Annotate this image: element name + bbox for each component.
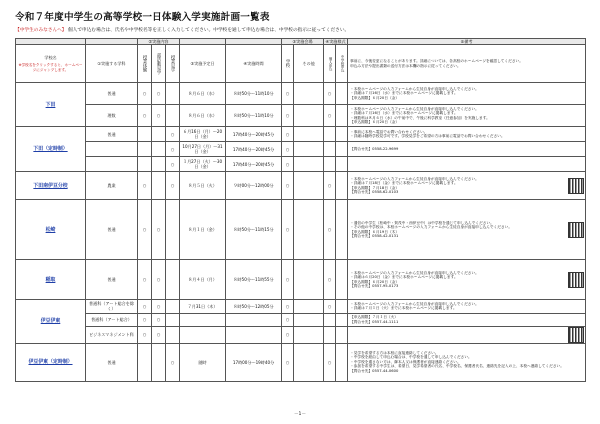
style-cell: ○ <box>324 200 336 260</box>
trial-cell: ○ <box>138 326 152 343</box>
style-cell <box>324 142 336 157</box>
trial-cell <box>138 343 152 381</box>
table-row <box>16 300 586 313</box>
remarks-text: 【申込期限】７月１日（火） 【問合せ先】0557-44-1111 <box>350 315 399 324</box>
sight-header: 授業見学 <box>170 55 176 73</box>
date-cell: ７月31日（木） <box>180 300 226 313</box>
remarks-cell <box>348 83 586 105</box>
club-header: 部活動見学 <box>156 52 161 75</box>
remarks-cell <box>348 142 586 157</box>
time-cell: ８時50分～11時55分 <box>226 260 282 300</box>
remarks-text: ・事前に本校へ電話でお問い合わせください。 ・詳細は随時学校見学可です。学校見学をご希望の方は事前に電話でお問い合わせください。 <box>350 129 505 139</box>
remarks-cell <box>348 300 586 313</box>
sight-cell <box>166 260 180 300</box>
remarks-text: ・見学を希望する方は本校に直接連絡してください。 ・中学校を経由して申込む場合は、中学校を通して申し込んでください。 ・中学校を通さない方は、御本人又は保護者が直接連絡ください。 ・参加を希望する中学生は、希望日、見学希望者の氏名、中学校名、保護者氏名、連絡先を記入の上、本校へ連絡してください。 【問合せ先】0557-44-0600 <box>350 350 564 373</box>
trial-cell: ○ <box>138 200 152 260</box>
other-cell <box>294 200 324 260</box>
school-link[interactable]: 下田南伊豆分校 <box>16 172 86 200</box>
dept-cell <box>86 142 138 157</box>
school-link[interactable]: 松崎 <box>16 200 86 260</box>
date-cell: ８月１日（金） <box>180 200 226 260</box>
club-cell: ○ <box>152 300 166 313</box>
style2-cell <box>336 172 348 200</box>
style2-cell <box>336 260 348 300</box>
time-cell <box>226 326 282 343</box>
trial-cell: ○ <box>138 300 152 313</box>
school-header-hint: ※学校名をクリックすると、ホームページにジャンプします。 <box>18 63 83 72</box>
style2-cell <box>336 83 348 105</box>
style-cell: ○ <box>324 343 336 381</box>
club-cell <box>152 343 166 381</box>
style-header: 個人申込 <box>328 56 333 71</box>
style2-cell <box>336 200 348 260</box>
other-cell <box>294 157 324 172</box>
time-cell: ８時50分～11時10分 <box>226 105 282 127</box>
style2-cell <box>336 157 348 172</box>
trial-cell <box>138 142 152 157</box>
other-cell <box>294 326 324 343</box>
notice-audience: 【中学生のみなさんへ】 <box>15 28 67 33</box>
time-cell <box>226 313 282 326</box>
club-cell: ○ <box>152 83 166 105</box>
hall-cell: ○ <box>282 313 294 326</box>
sight-cell <box>166 300 180 313</box>
hall-cell: ○ <box>282 343 294 381</box>
date-cell: ６月16日（月）～20日（金） <box>180 127 226 142</box>
table-row <box>16 157 586 172</box>
table-row <box>16 313 586 326</box>
style2-cell <box>336 313 348 326</box>
hall-header: 学校 <box>285 59 291 68</box>
trial-cell <box>138 127 152 142</box>
sight-cell <box>166 105 180 127</box>
remarks-header: 事前に、今後変更になることがあります。詳細については、各高校のホームページを確認してください。 申込み方法や提出書類の送付方法は本欄の指示に従ってください。 <box>348 45 586 83</box>
table-row <box>16 200 586 260</box>
school-link[interactable]: 稲取 <box>16 260 86 300</box>
hall-cell: ○ <box>282 105 294 127</box>
table-row <box>16 343 586 381</box>
style-cell <box>324 157 336 172</box>
trial-cell: ○ <box>138 260 152 300</box>
other-cell <box>294 105 324 127</box>
style-cell: ○ <box>324 300 336 313</box>
school-header <box>16 45 86 83</box>
hall-cell: ○ <box>282 200 294 260</box>
club-cell <box>152 127 166 142</box>
remarks-cell <box>348 326 586 343</box>
dept-cell <box>86 157 138 172</box>
sight-cell <box>166 200 180 260</box>
hall-cell: ○ <box>282 157 294 172</box>
remarks-text: ・本校ホームページの入力フォームから生徒自身が直接申し込んでください。 ・詳細は６月20日（金）までに本校ホームページに掲載します。 【申込期限】６月20日（金） 【問合せ先】0557-95-0173 <box>350 270 479 289</box>
remarks-cell <box>348 172 586 200</box>
dept-cell: 普通 <box>86 343 138 381</box>
trial-header: 授業体験 <box>142 55 147 73</box>
school-link[interactable]: 伊豆伊東 <box>16 300 86 343</box>
time-cell: ８時50分～11時15分 <box>226 200 282 260</box>
style-cell: ○ <box>324 260 336 300</box>
remarks-cell <box>348 313 586 326</box>
sight-cell: ○ <box>166 127 180 142</box>
school-link[interactable]: 下田（定時制） <box>16 127 86 172</box>
style-cell: ○ <box>324 83 336 105</box>
date-header: ③実施予定日 <box>180 45 226 83</box>
date-cell <box>180 313 226 326</box>
style-cell <box>324 127 336 142</box>
trial-cell: ○ <box>138 172 152 200</box>
style-cell: ○ <box>324 172 336 200</box>
remarks-cell <box>348 157 586 172</box>
remarks-cell <box>348 105 586 127</box>
remarks-cell <box>348 343 586 381</box>
dept-cell: 普通科（アート総合を除く） <box>86 300 138 313</box>
dept-cell: 普通 <box>86 83 138 105</box>
style2-cell <box>336 326 348 343</box>
school-link[interactable]: 下田 <box>16 83 86 127</box>
time-cell: 17時40分～20時45分 <box>226 142 282 157</box>
band-remarks: ⑤備考 <box>348 39 586 45</box>
style2-cell <box>336 300 348 313</box>
qr-code-icon[interactable] <box>569 328 583 342</box>
time-cell: ８時50分～11時10分 <box>226 83 282 105</box>
qr-code-icon[interactable] <box>569 179 583 193</box>
header-row <box>16 45 586 83</box>
sight-cell <box>166 326 180 343</box>
other-cell <box>294 142 324 157</box>
school-link[interactable]: 伊豆伊東（定時制） <box>16 343 86 381</box>
time-cell: ９時00分～12時00分 <box>226 172 282 200</box>
hall-cell: ○ <box>282 83 294 105</box>
date-cell: ８月６日（水） <box>180 105 226 127</box>
band-style: ④実施様式 <box>325 39 346 44</box>
dept-cell: ビジネスマネジメント科 <box>86 326 138 343</box>
hall-cell: ○ <box>282 142 294 157</box>
table-row <box>16 172 586 200</box>
qr-code-icon[interactable] <box>569 223 583 237</box>
sight-cell: ○ <box>166 343 180 381</box>
table-row <box>16 105 586 127</box>
remarks-text: ・本校ホームページの入力フォームから生徒自身が直接申し込んでください。 ・詳細は７月16日（水）までに本校ホームページに掲載します。 ・理数科は８月６日（水）の午前中で、午後に科学教室（任意参加）を実施します。 【申込期限】６月20日（金） <box>350 106 490 125</box>
date-cell: １月27日（火）～30日（金） <box>180 157 226 172</box>
trial-cell <box>138 157 152 172</box>
table-row <box>16 142 586 157</box>
other-cell <box>294 172 324 200</box>
other-header: その他 <box>294 45 324 83</box>
page-title: 令和７年度中学生の高等学校一日体験入学実施計画一覧表 <box>15 12 270 23</box>
time-cell: 17時00分～19時40分 <box>226 343 282 381</box>
table-row <box>16 127 586 142</box>
remarks-cell <box>348 200 586 260</box>
hall-cell: ○ <box>282 300 294 313</box>
dept-header: ①実施する学科 <box>86 45 138 83</box>
remarks-cell <box>348 260 586 300</box>
date-cell: ８月６日（水） <box>180 83 226 105</box>
date-cell: 随時 <box>180 343 226 381</box>
style2-cell <box>336 127 348 142</box>
sight-cell <box>166 83 180 105</box>
band-venue: ③実施会場 <box>282 39 324 45</box>
remarks-text: 【問合せ先】0558-22-9699 <box>350 146 399 151</box>
hall-cell: ○ <box>282 172 294 200</box>
remarks-text: ・本校ホームページの入力フォームから生徒自身が直接申し込んでください。 ・詳細は７月１日（火）までに本校ホームページに掲載します。 <box>350 301 479 311</box>
dept-cell: 普通 <box>86 200 138 260</box>
band-content: ②実施内容 <box>138 39 180 45</box>
other-cell <box>294 300 324 313</box>
sight-cell <box>166 313 180 326</box>
style2-cell <box>336 105 348 127</box>
club-cell: ○ <box>152 105 166 127</box>
other-cell <box>294 83 324 105</box>
table-row <box>16 260 586 300</box>
sight-cell: ○ <box>166 157 180 172</box>
qr-code-icon[interactable] <box>569 273 583 287</box>
other-cell <box>294 127 324 142</box>
time-header: ④実施時間 <box>226 45 282 83</box>
club-cell <box>152 157 166 172</box>
date-cell: ８月５日（火） <box>180 172 226 200</box>
schedule-table <box>15 38 586 382</box>
other-cell <box>294 343 324 381</box>
club-cell <box>152 142 166 157</box>
remarks-text: ・通信の中学生（松崎中・賀茂中・西伊豆中）は中学校を通じて申し込んでください。 ・その他の中学校は、本校ホームページの入力フォームから生徒自身が直接申し込んでください。 【申込期限】６月19日（木） 【問合せ先】0558-42-0131 <box>350 220 513 239</box>
hall-cell: ○ <box>282 127 294 142</box>
style2-cell <box>336 343 348 381</box>
sight-cell: ○ <box>166 142 180 157</box>
sight-cell: ○ <box>166 172 180 200</box>
remarks-text: ・本校ホームページの入力フォームから生徒自身が直接申し込んでください。 ・詳細は７月16日（水）までに本校ホームページに掲載します。 【申込期限】６月20日（金） <box>350 86 479 100</box>
date-cell: ８月４日（月） <box>180 260 226 300</box>
style2-header: 中学校申込 <box>340 55 345 73</box>
dept-cell: 普通 <box>86 127 138 142</box>
date-cell <box>180 326 226 343</box>
hall-cell: ○ <box>282 326 294 343</box>
style-cell: ○ <box>324 105 336 127</box>
table-row <box>16 326 586 343</box>
club-cell: ○ <box>152 326 166 343</box>
date-cell: 10月27日（月）～31日（金） <box>180 142 226 157</box>
club-cell: ○ <box>152 260 166 300</box>
trial-cell: ○ <box>138 313 152 326</box>
time-cell: ８時50分～12時05分 <box>226 300 282 313</box>
remarks-text: ・本校ホームページの入力フォームから生徒自身が直接申し込んでください。 ・詳細は７月18日（金）までに本校ホームページに掲載します。 【申込期限】７月18日（金） 【問合せ先】0558-62-0103 <box>350 176 479 195</box>
hall-cell: ○ <box>282 260 294 300</box>
other-cell <box>294 260 324 300</box>
remarks-cell <box>348 127 586 142</box>
table-row <box>16 83 586 105</box>
schedule-body <box>16 83 586 381</box>
club-cell <box>152 172 166 200</box>
time-cell: 17時40分～20時45分 <box>226 127 282 142</box>
other-cell <box>294 313 324 326</box>
trial-cell: ○ <box>138 105 152 127</box>
dept-cell: 普通 <box>86 260 138 300</box>
page-number: －1－ <box>293 412 307 417</box>
style-cell <box>324 313 336 326</box>
dept-cell: 農業 <box>86 172 138 200</box>
school-header-label: 学校名 <box>44 55 57 61</box>
club-cell: ○ <box>152 313 166 326</box>
dept-cell: 普通科（アート総合） <box>86 313 138 326</box>
style-cell <box>324 326 336 343</box>
dept-cell: 理数 <box>86 105 138 127</box>
time-cell: 17時40分～20時45分 <box>226 157 282 172</box>
club-cell: ○ <box>152 200 166 260</box>
notice-line <box>15 28 585 34</box>
trial-cell: ○ <box>138 83 152 105</box>
notice-text: 個人で申込む場合は、氏名や中学校名等を正しく入力してください。中学校を通して申込む場合は、中学校の指示に従ってください。 <box>67 28 350 33</box>
style2-cell <box>336 142 348 157</box>
